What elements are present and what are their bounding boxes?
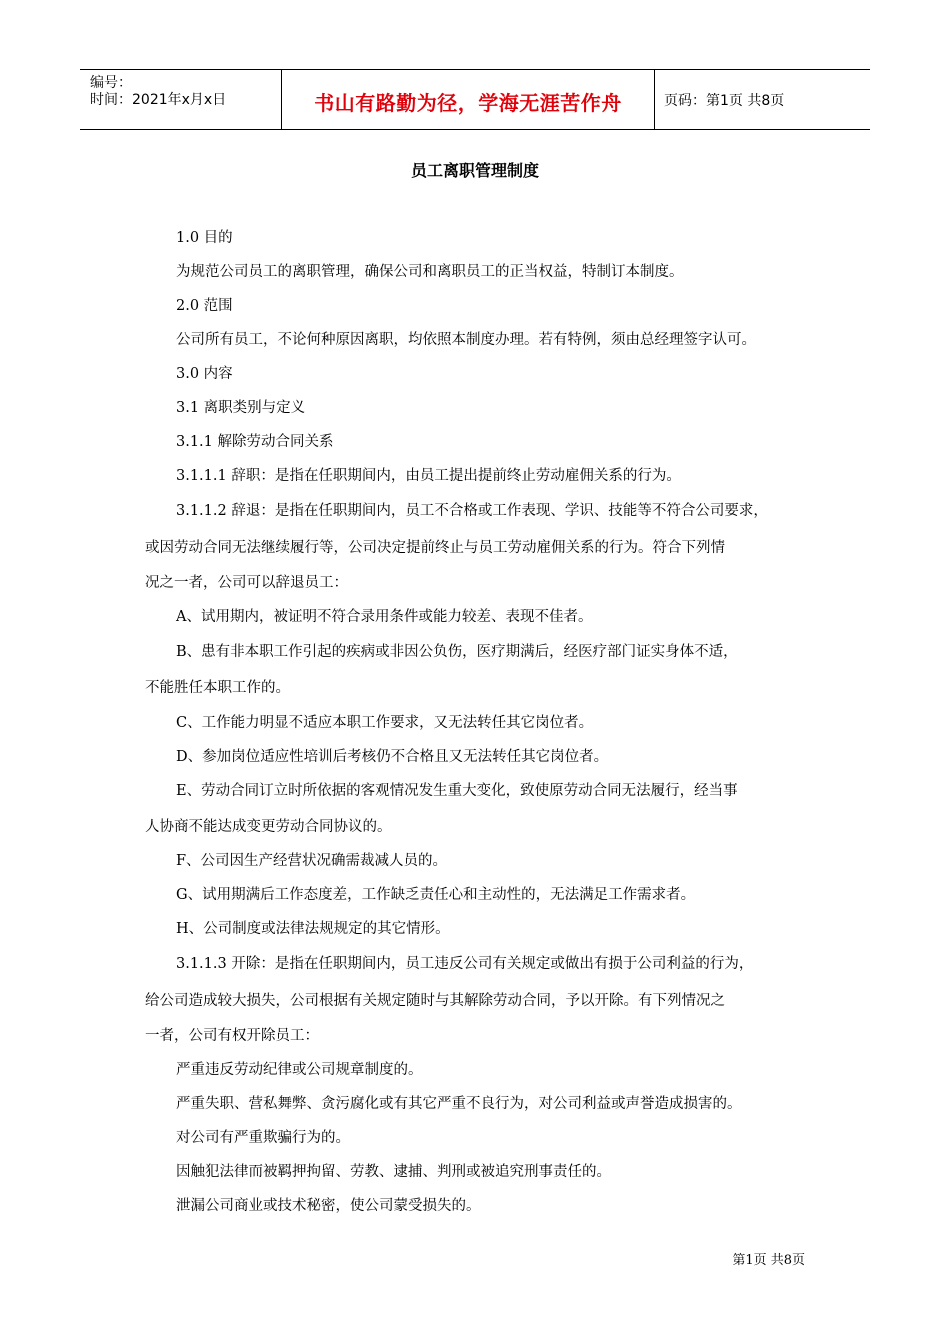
paragraph-line: 一者，公司有权开除员工：	[145, 1028, 319, 1044]
paragraph-line: 给公司造成较大损失，公司根据有关规定随时与其解除劳动合同，予以开除。有下列情况之	[145, 993, 725, 1009]
paragraph-line: D、参加岗位适应性培训后考核仍不合格且又无法转任其它岗位者。	[176, 749, 609, 765]
paragraph-line: 严重失职、营私舞弊、贪污腐化或有其它严重不良行为，对公司利益或声誉造成损害的。	[176, 1096, 742, 1112]
paragraph-line: 公司所有员工，不论何种原因离职，均依照本制度办理。若有特例，须由总经理签字认可。	[176, 332, 756, 348]
paragraph-line: F、公司因生产经营状况确需裁减人员的。	[176, 853, 448, 869]
document-title: 员工离职管理制度	[410, 161, 539, 180]
paragraph-line: 对公司有严重欺骗行为的。	[176, 1130, 350, 1146]
paragraph-line: G、试用期满后工作态度差，工作缺乏责任心和主动性的，无法满足工作需求者。	[176, 887, 696, 903]
paragraph-line: 1.0 目的	[176, 230, 233, 246]
paragraph-line: 2.0 范围	[176, 298, 233, 314]
paragraph-line: C、工作能力明显不适应本职工作要求，又无法转任其它岗位者。	[176, 715, 594, 731]
paragraph-line: 因触犯法律而被羁押拘留、劳教、逮捕、判刑或被追究刑事责任的。	[176, 1164, 611, 1180]
paragraph-line: 或因劳动合同无法继续履行等，公司决定提前终止与员工劳动雇佣关系的行为。符合下列情	[145, 540, 725, 556]
document-number-label: 编号：	[90, 75, 132, 91]
paragraph-line: E、劳动合同订立时所依据的客观情况发生重大变化，致使原劳动合同无法履行，经当事	[176, 783, 738, 799]
document-time-label: 时间：2021年x月x日	[90, 92, 227, 108]
paragraph-line: 严重违反劳动纪律或公司规章制度的。	[176, 1062, 423, 1078]
header-meta-cell	[80, 70, 282, 129]
paragraph-line: 况之一者，公司可以辞退员工：	[145, 575, 348, 591]
paragraph-line: 3.1 离职类别与定义	[176, 400, 306, 416]
paragraph-line: B、患有非本职工作引起的疾病或非因公负伤，医疗期满后，经医疗部门证实身体不适，	[176, 644, 738, 660]
page-header	[80, 69, 870, 130]
paragraph-line: 3.1.1.3 开除：是指在任职期间内，员工违反公司有关规定或做出有损于公司利益的行为，	[176, 956, 754, 972]
header-motto: 书山有路勤为径，学海无涯苦作舟	[314, 91, 622, 115]
paragraph-line: 泄漏公司商业或技术秘密，使公司蒙受损失的。	[176, 1198, 481, 1214]
paragraph-line: 3.1.1 解除劳动合同关系	[176, 434, 334, 450]
paragraph-line: H、公司制度或法律法规规定的其它情形。	[176, 921, 450, 937]
paragraph-line: 为规范公司员工的离职管理，确保公司和离职员工的正当权益，特制订本制度。	[176, 264, 684, 280]
paragraph-line: 3.1.1.2 辞退：是指在任职期间内，员工不合格或工作表现、学识、技能等不符合公司要求，	[176, 503, 768, 519]
header-page-info: 页码：第1页 共8页	[664, 93, 785, 109]
paragraph-line: 不能胜任本职工作的。	[145, 680, 290, 696]
footer-page-number: 第1页 共8页	[732, 1253, 805, 1268]
paragraph-line: 3.1.1.1 辞职：是指在任职期间内，由员工提出提前终止劳动雇佣关系的行为。	[176, 468, 681, 484]
paragraph-line: A、试用期内，被证明不符合录用条件或能力较差、表现不佳者。	[176, 609, 593, 625]
paragraph-line: 人协商不能达成变更劳动合同协议的。	[145, 819, 392, 835]
header-motto-cell	[282, 70, 655, 129]
paragraph-line: 3.0 内容	[176, 366, 233, 382]
header-page-cell	[655, 70, 870, 129]
